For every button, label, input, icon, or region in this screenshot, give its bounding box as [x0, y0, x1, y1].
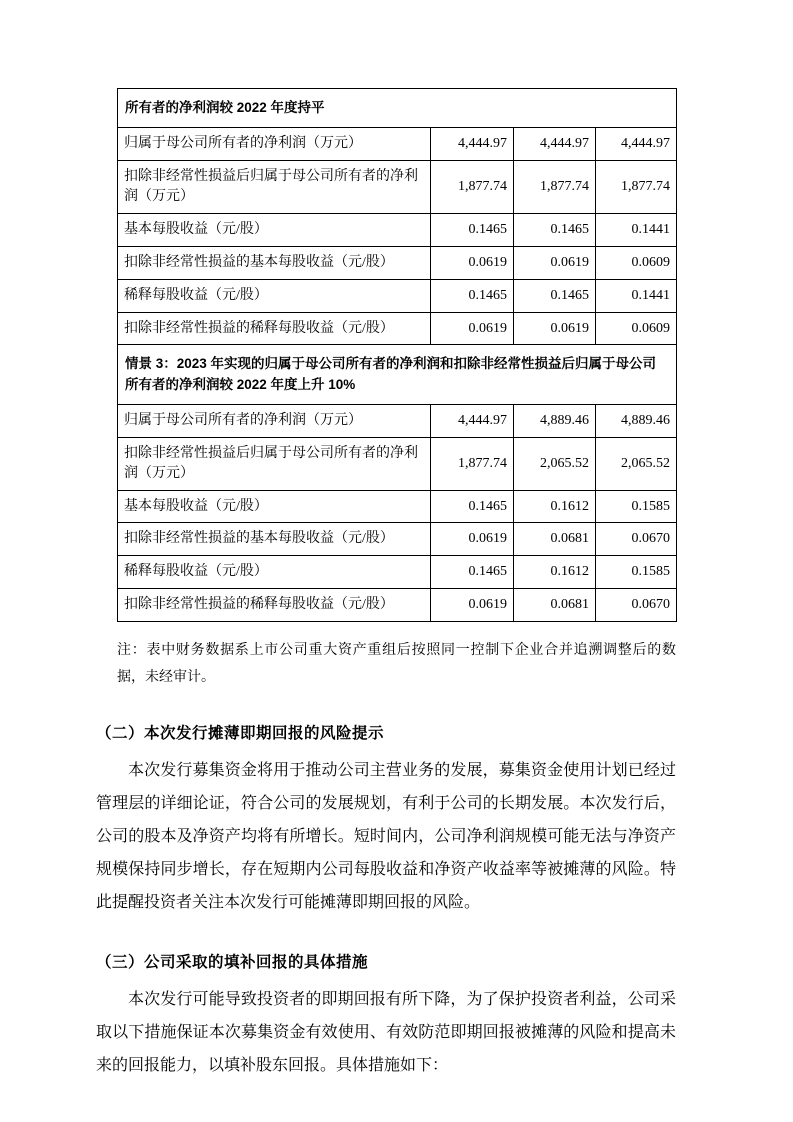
- value-cell: 0.0681: [514, 589, 596, 622]
- remedial-measures-paragraph: 本次发行可能导致投资者的即期回报有所下降，为了保护投资者利益，公司采取以下措施保证本次募集资金有效使用、有效防范即期回报被摊薄的风险和提高未来的回报能力，以填补股东回报。具体措施如下：: [96, 990, 676, 1074]
- table-row: [118, 404, 677, 437]
- value-cell: 2,065.52: [514, 437, 596, 490]
- value-cell: 0.0670: [596, 589, 677, 622]
- value-cell: 4,444.97: [431, 404, 514, 437]
- value-cell: 0.0681: [514, 523, 596, 556]
- value-cell: 2,065.52: [596, 437, 677, 490]
- value-cell: 0.1465: [431, 279, 514, 312]
- table-row: [118, 128, 677, 161]
- row-label: 稀释每股收益（元/股）: [118, 279, 431, 312]
- value-cell: 1,877.74: [431, 437, 514, 490]
- value-cell: 1,877.74: [596, 161, 677, 214]
- row-label: 扣除非经常性损益的基本每股收益（元/股）: [118, 246, 431, 279]
- value-cell: 0.1441: [596, 279, 677, 312]
- row-label: 归属于母公司所有者的净利润（万元）: [118, 404, 431, 437]
- row-label: 基本每股收益（元/股）: [118, 490, 431, 523]
- scenario-3-header: 情景 3：2023 年实现的归属于母公司所有者的净利润和扣除非经常性损益后归属于母公司所有者的净利润较 2022 年度上升 10%: [118, 345, 677, 405]
- table-row: [118, 312, 677, 345]
- table-row: [118, 490, 677, 523]
- value-cell: 0.1465: [514, 279, 596, 312]
- value-cell: 0.1585: [596, 490, 677, 523]
- value-cell: 0.1465: [431, 556, 514, 589]
- value-cell: 0.0609: [596, 246, 677, 279]
- row-label: 稀释每股收益（元/股）: [118, 556, 431, 589]
- table-row: [118, 437, 677, 490]
- value-cell: 0.0619: [431, 246, 514, 279]
- section-heading-remedial-measures: （三）公司采取的填补回报的具体措施: [96, 953, 369, 971]
- value-cell: 0.0619: [431, 589, 514, 622]
- scenario-3-header-row: [118, 345, 677, 405]
- value-cell: 0.0619: [431, 312, 514, 345]
- value-cell: 0.1465: [431, 213, 514, 246]
- row-label: 扣除非经常性损益的稀释每股收益（元/股）: [118, 312, 431, 345]
- risk-warning-paragraph: 本次发行募集资金将用于推动公司主营业务的发展，募集资金使用计划已经过管理层的详细论证，符合公司的发展规划，有利于公司的长期发展。本次发行后，公司的股本及净资产均将有所增长。短时间内，公司净利润规模可能无法与净资产规模保持同步增长，存在短期内公司每股收益和净资产收益率等被摊薄的风险。特此提醒投资者关注本次发行可能摊薄即期回报的风险。: [96, 762, 676, 911]
- row-label: 归属于母公司所有者的净利润（万元）: [118, 128, 431, 161]
- value-cell: 0.0670: [596, 523, 677, 556]
- table-row: [118, 161, 677, 214]
- value-cell: 4,889.46: [596, 404, 677, 437]
- value-cell: 0.0619: [514, 312, 596, 345]
- value-cell: 0.1612: [514, 490, 596, 523]
- section-heading-risk-warning: （二）本次发行摊薄即期回报的风险提示: [96, 725, 385, 743]
- value-cell: 4,444.97: [596, 128, 677, 161]
- value-cell: 4,444.97: [514, 128, 596, 161]
- row-label: 扣除非经常性损益的稀释每股收益（元/股）: [118, 589, 431, 622]
- scenario-2-header-row: [118, 89, 677, 128]
- scenario-2-header: 所有者的净利润较 2022 年度持平: [118, 89, 677, 128]
- row-label: 基本每股收益（元/股）: [118, 213, 431, 246]
- row-label: 扣除非经常性损益后归属于母公司所有者的净利润（万元）: [118, 161, 431, 214]
- row-label: 扣除非经常性损益的基本每股收益（元/股）: [118, 523, 431, 556]
- table-row: [118, 589, 677, 622]
- table-row: [118, 213, 677, 246]
- value-cell: 4,889.46: [514, 404, 596, 437]
- table-row: [118, 523, 677, 556]
- value-cell: 0.1585: [596, 556, 677, 589]
- value-cell: 0.0619: [514, 246, 596, 279]
- table-footnote: 注：表中财务数据系上市公司重大资产重组后按照同一控制下企业合并追溯调整后的数据，未经审计。: [117, 643, 676, 685]
- table-row: [118, 246, 677, 279]
- value-cell: 1,877.74: [431, 161, 514, 214]
- table-row: [118, 279, 677, 312]
- financial-scenarios-table: [117, 88, 677, 622]
- value-cell: 0.1441: [596, 213, 677, 246]
- value-cell: 0.0619: [431, 523, 514, 556]
- value-cell: 4,444.97: [431, 128, 514, 161]
- table-row: [118, 556, 677, 589]
- value-cell: 0.0609: [596, 312, 677, 345]
- value-cell: 1,877.74: [514, 161, 596, 214]
- value-cell: 0.1465: [431, 490, 514, 523]
- value-cell: 0.1465: [514, 213, 596, 246]
- row-label: 扣除非经常性损益后归属于母公司所有者的净利润（万元）: [118, 437, 431, 490]
- value-cell: 0.1612: [514, 556, 596, 589]
